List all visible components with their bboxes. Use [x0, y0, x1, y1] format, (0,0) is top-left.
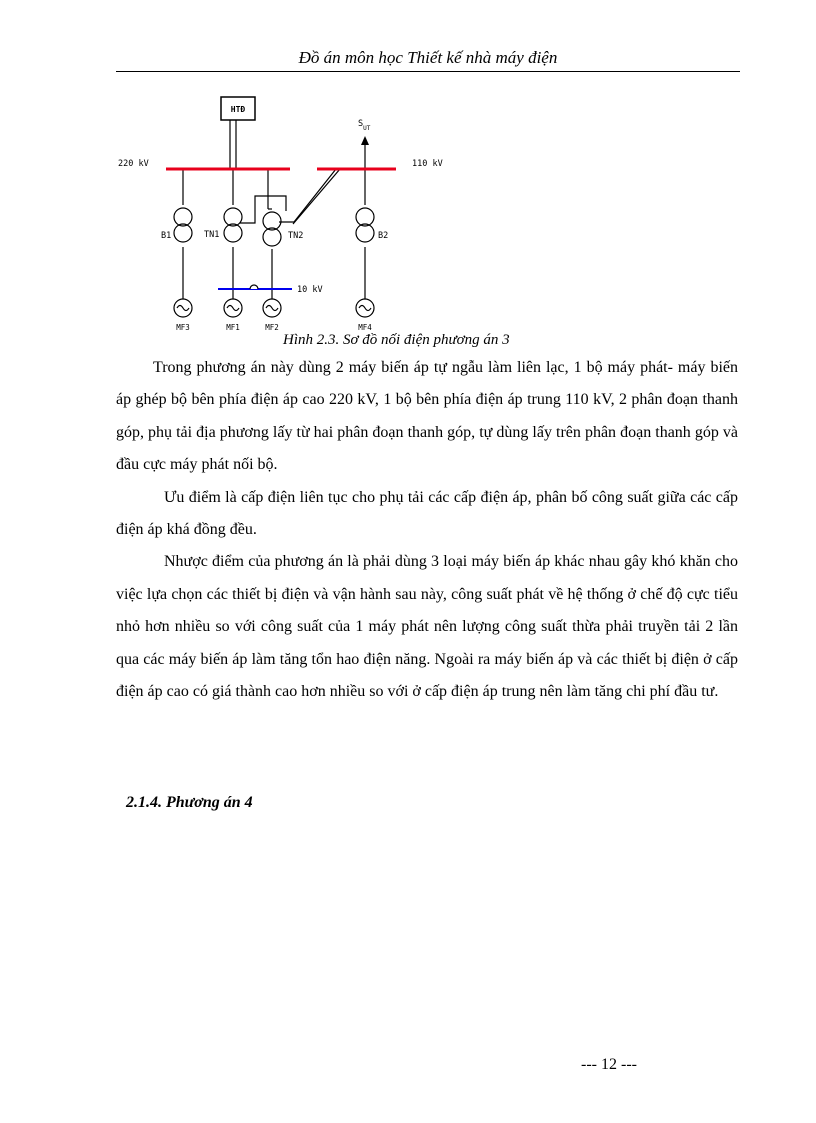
paragraph: Ưu điểm là cấp điện liên tục cho phụ tải các cấp điện áp, phân bố công suất giữa các cấp điện áp khá đồng đều. [116, 488, 738, 539]
b1-transformer-upper [174, 208, 192, 226]
htd-label: HTĐ [230, 105, 246, 114]
b1-label: B1 [161, 231, 172, 241]
b2-transformer-lower [356, 224, 374, 242]
section-heading: 2.1.4. Phương án 4 [126, 794, 253, 811]
paragraph: Trong phương án này dùng 2 máy biến áp tự ngẫu làm liên lạc, 1 bộ máy phát- máy biến áp ghép bộ bên phía điện áp cao 220 kV, 1 bộ bên phía điện áp trung 110 kV, 2 phân đoạn thanh góp, phụ tải địa phương lấy từ hai phân đoạn thanh góp, tự dùng lấy trên phân đoạn thanh góp và đầu cực máy phát nối bộ. [116, 359, 738, 474]
tn1-label: TN1 [204, 230, 220, 240]
b2-label: B2 [378, 231, 389, 241]
b2-transformer-upper [356, 208, 374, 226]
body-text [116, 352, 738, 708]
page-header: Đồ án môn học Thiết kế nhà máy điện [298, 48, 558, 67]
tn1-transformer-upper [224, 208, 242, 226]
single-line-diagram [108, 92, 468, 338]
tn2-transformer-lower [263, 228, 281, 246]
sut-label: $S_{UT}$ [358, 119, 371, 132]
bus-110kv-label: 110 kV [412, 159, 443, 169]
bus-10kv-label: 10 kV [297, 285, 323, 295]
bus-220kv-label: 220 kV [118, 159, 149, 169]
sut-arrowhead [361, 136, 369, 145]
figure-caption: Hình 2.3. Sơ đồ nối điện phương án 3 [283, 332, 510, 348]
header-rule [116, 71, 740, 72]
tn2-label: TN2 [288, 231, 304, 241]
b1-transformer-lower [174, 224, 192, 242]
tn2-transformer-upper [263, 212, 281, 230]
tn1-transformer-lower [224, 224, 242, 242]
page-number: --- 12 --- [581, 1056, 637, 1073]
mf1-label: MF1 [226, 323, 240, 332]
bus-reactor [250, 285, 258, 289]
paragraph: Nhược điểm của phương án là phải dùng 3 loại máy biến áp khác nhau gây khó khăn cho việc lựa chọn các thiết bị điện và vận hành sau này, công suất phát về hệ thống ở chế độ cực tiểu nhỏ hơn nhiều so với công suất của 1 máy phát nên lượng công suất thừa phải truyền tải 2 lần qua các máy biến áp làm tăng tổn hao điện năng. Ngoài ra máy biến áp và các thiết bị điện ở cấp điện áp cao có giá thành cao hơn nhiều so với ở cấp điện áp trung nên làm tăng chi phí đầu tư. [116, 553, 738, 701]
mf3-label: MF3 [176, 323, 190, 332]
mf2-label: MF2 [265, 323, 279, 332]
mf4-label: MF4 [358, 323, 372, 332]
